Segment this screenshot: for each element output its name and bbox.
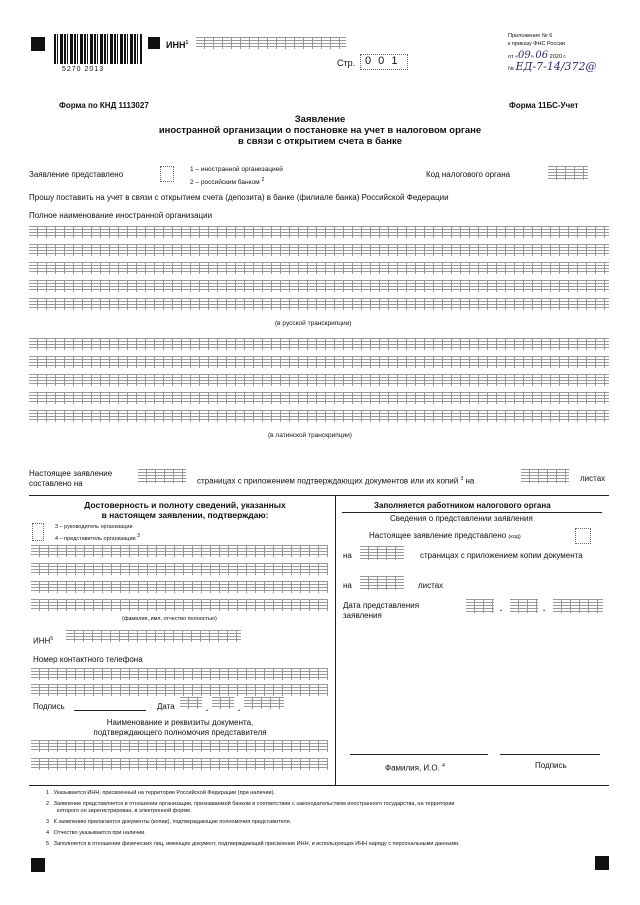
- inn-header-label: ИНН$^1$: [166, 40, 189, 50]
- right-heading-underline: [342, 512, 602, 513]
- signer-opt4: 4 – представитель организации $^3$: [55, 533, 140, 542]
- date-sep-2: .: [238, 704, 241, 713]
- fullname-label: Полное наименование иностранной организации: [29, 211, 213, 220]
- right-fio-line[interactable]: [350, 754, 488, 755]
- right-date-month[interactable]: [510, 599, 538, 613]
- date-day-cells[interactable]: [180, 697, 202, 709]
- tax-authority-label: Код налогового органа: [426, 170, 511, 179]
- form-title: Заявление иностранной организации о постановке на учет в налоговом органе в связи с открытием счета в банке: [158, 114, 482, 147]
- footnote: 2 Заявление представляется в отношении организации, признаваемой банком в соответствии с законодательством иностранного государства, на территории: [46, 801, 455, 807]
- russian-name-row-4[interactable]: [29, 280, 609, 292]
- appendix-number: № ЕД-7-14/372@: [508, 60, 597, 73]
- right-code-cell[interactable]: [575, 528, 591, 544]
- signer-inn-label: ИНН$^5$: [33, 636, 54, 646]
- appendix-line1: Приложение № 6: [508, 33, 553, 39]
- inn-header-cells[interactable]: [196, 37, 346, 49]
- form-code: Форма 11БС-Учет: [509, 101, 579, 110]
- corner-marker-bottom-left: [31, 858, 45, 872]
- footnote: 3 К заявлению прилагаются документы (копии), подтверждающие полномочия представителя.: [46, 819, 292, 825]
- footnotes: [46, 790, 606, 848]
- signer-fio-row-2[interactable]: [31, 563, 328, 575]
- right-date-year[interactable]: [553, 599, 603, 613]
- footnote: 4 Отчество указывается при наличии.: [46, 830, 146, 836]
- submitted-code-cell[interactable]: [160, 166, 174, 182]
- corner-marker-top-mid: [148, 37, 160, 49]
- phone-row-1[interactable]: [31, 668, 328, 680]
- date-label: Дата: [157, 702, 175, 711]
- right-sheets-cells[interactable]: [360, 576, 404, 590]
- right-pages-cells[interactable]: [360, 546, 404, 560]
- doc-heading: Наименование и реквизиты документа, подтверждающего полномочия представителя: [93, 718, 267, 737]
- composed-pages-cells[interactable]: [138, 469, 186, 483]
- signer-fio-caption: (фамилия, имя, отчество полностью): [122, 616, 217, 622]
- right-signature-label: Подпись: [535, 761, 567, 770]
- date-year-cells[interactable]: [244, 697, 284, 709]
- signer-fio-row-4[interactable]: [31, 599, 328, 611]
- latin-name-row-4[interactable]: [29, 392, 609, 404]
- right-on-label-2: на: [343, 581, 352, 590]
- corner-marker-bottom-right: [595, 856, 609, 870]
- russian-caption: (в русской транскрипции): [275, 320, 352, 327]
- right-date-label: Дата представления заявления: [343, 601, 420, 620]
- russian-name-row-2[interactable]: [29, 244, 609, 256]
- composed-pages-text: страницах с приложением подтверждающих документов или их копий $^3$ на: [197, 476, 475, 486]
- signer-fio-row-3[interactable]: [31, 581, 328, 593]
- right-heading: Заполняется работником налогового органа: [374, 501, 551, 510]
- right-sheets-text: листах: [418, 581, 444, 590]
- submitted-label: Заявление представлено: [29, 170, 124, 179]
- russian-name-row-3[interactable]: [29, 262, 609, 274]
- russian-name-row-5[interactable]: [29, 298, 609, 310]
- form-knd: Форма по КНД 1113027: [59, 101, 149, 110]
- right-date-sep-1: .: [500, 604, 503, 613]
- latin-name-row-3[interactable]: [29, 374, 609, 386]
- appendix-line3: от «09» 06 2020 г.: [508, 50, 567, 61]
- signature-label: Подпись: [33, 702, 65, 711]
- russian-name-row-1[interactable]: [29, 226, 609, 238]
- page-label: Стр.: [337, 58, 356, 68]
- right-sub: Сведения о представлении заявления: [390, 514, 533, 523]
- signer-inn-cells[interactable]: [66, 630, 241, 642]
- signer-code-cell[interactable]: [32, 523, 44, 541]
- submitted-opt2: 2 – российским банком $^2$: [190, 177, 265, 187]
- appendix-line2: к приказу ФНС России: [508, 41, 566, 47]
- phone-row-2[interactable]: [31, 684, 328, 696]
- doc-row-2[interactable]: [31, 758, 328, 770]
- submitted-opt1: 1 – иностранной организацией: [190, 166, 283, 173]
- right-date-day[interactable]: [466, 599, 494, 613]
- doc-row-1[interactable]: [31, 740, 328, 752]
- signer-opt3: 3 – руководитель организации: [55, 524, 133, 530]
- signer-fio-row-1[interactable]: [31, 545, 328, 557]
- right-date-sep-2: .: [543, 604, 546, 613]
- corner-marker-top-left: [31, 37, 45, 51]
- composed-label: Настоящее заявление составлено на: [29, 469, 113, 488]
- latin-name-row-5[interactable]: [29, 410, 609, 422]
- right-on-label: на: [343, 551, 352, 560]
- footnote: 1 Указывается ИНН, присвоенный на территории Российской Федерации (при наличии).: [46, 790, 275, 796]
- tax-authority-cells[interactable]: [548, 166, 588, 180]
- section-bottom-line: [29, 785, 609, 786]
- latin-name-row-1[interactable]: [29, 338, 609, 350]
- barcode: [54, 34, 142, 64]
- page-number-value: 0 0 1: [365, 55, 400, 67]
- phone-label: Номер контактного телефона: [33, 655, 143, 664]
- latin-caption: (в латинской транскрипции): [268, 432, 352, 439]
- section-divider: [335, 495, 336, 785]
- barcode-number: 5270 2013: [62, 66, 105, 73]
- date-sep-1: .: [206, 704, 209, 713]
- section-top-line: [29, 495, 609, 496]
- composed-sheets-text: листах: [580, 474, 606, 483]
- right-signature-line[interactable]: [500, 754, 600, 755]
- latin-name-row-2[interactable]: [29, 356, 609, 368]
- left-heading: Достоверность и полноту сведений, указанных в настоящем заявлении, подтверждаю:: [84, 500, 286, 520]
- signature-line[interactable]: [74, 710, 146, 711]
- footnote: которого он зарегистрирован, в электронной форме.: [57, 808, 192, 814]
- date-month-cells[interactable]: [212, 697, 234, 709]
- footnote: 5 Заполняется в отношении физических лиц, имеющих документ, подтверждающий присвоение ИНН, и использующих ИНН наряду с персональными данными.: [46, 841, 460, 847]
- right-submitted-label: Настоящее заявление представлено (код): [369, 531, 521, 540]
- right-fio-label: Фамилия, И.О. $^4$: [385, 763, 445, 773]
- right-pages-text: страницах с приложением копии документа: [420, 551, 583, 560]
- composed-sheets-cells[interactable]: [521, 469, 569, 483]
- request-text: Прошу поставить на учет в связи с открытием счета (депозита) в банке (филиале банка) Российской Федерации: [29, 193, 449, 202]
